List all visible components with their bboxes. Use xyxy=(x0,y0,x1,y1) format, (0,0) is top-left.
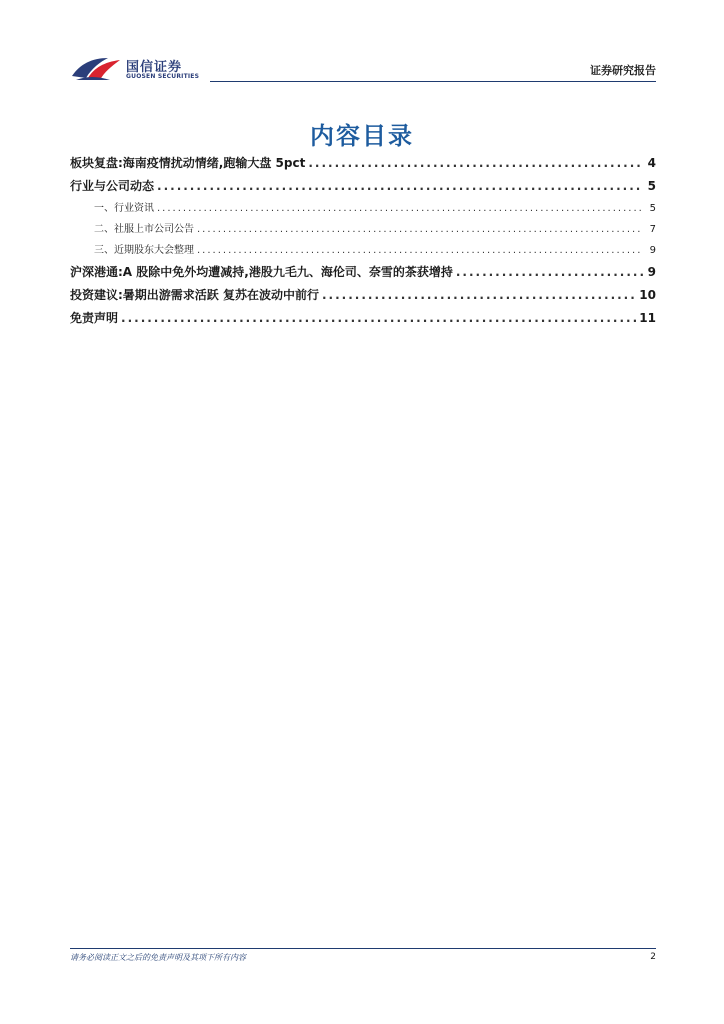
toc-entry-text: 行业与公司动态 xyxy=(70,179,155,193)
toc-leader-dots xyxy=(322,284,636,307)
toc-entry-page: 9 xyxy=(647,265,656,279)
footer-divider xyxy=(70,948,656,949)
toc-entry-text: 二、社服上市公司公告 xyxy=(94,224,194,235)
toc-leader-dots xyxy=(308,152,643,175)
toc-entry-text: 投资建议:暑期出游需求活跃 复苏在波动中前行 xyxy=(70,288,319,302)
toc-entry-text: 三、近期股东大会整理 xyxy=(94,245,194,256)
toc-title: 内容目录 xyxy=(310,122,414,150)
toc-entry-page: 5 xyxy=(649,203,656,214)
toc-entry-text: 免责声明 xyxy=(70,311,119,325)
toc-entry[interactable] xyxy=(70,307,656,330)
table-of-contents xyxy=(70,152,656,330)
toc-leader-dots xyxy=(456,261,643,284)
toc-leader-dots xyxy=(121,307,636,330)
report-type-label: 证券研究报告 xyxy=(590,64,656,77)
toc-entry-text: 一、行业资讯 xyxy=(94,203,154,214)
toc-subentry[interactable] xyxy=(70,240,656,261)
toc-entry-text: 板块复盘:海南疫情扰动情绪,跑输大盘 5pct xyxy=(70,156,306,170)
toc-entry-page: 7 xyxy=(649,224,656,235)
guosen-logo-icon xyxy=(70,54,122,82)
guosen-logo xyxy=(70,52,200,84)
toc-entry-text: 沪深港通:A 股除中免外均遭减持,港股九毛九、海伦司、奈雪的茶获增持 xyxy=(70,265,453,279)
toc-subentry[interactable] xyxy=(70,219,656,240)
toc-leader-dots xyxy=(157,198,643,219)
toc-entry[interactable] xyxy=(70,284,656,307)
toc-leader-dots xyxy=(197,219,643,240)
toc-leader-dots xyxy=(157,175,643,198)
toc-subentry[interactable] xyxy=(70,198,656,219)
page-header xyxy=(70,48,656,84)
toc-entry-page: 4 xyxy=(647,156,656,170)
toc-entry[interactable] xyxy=(70,175,656,198)
toc-entry-page: 11 xyxy=(639,311,656,325)
toc-entry-page: 10 xyxy=(639,288,656,302)
footer-page-number: 2 xyxy=(650,952,656,962)
footer-disclaimer-note: 请务必阅读正文之后的免责声明及其项下所有内容 xyxy=(70,953,246,962)
header-divider xyxy=(210,81,656,82)
logo-chinese-name: 国信证券 xyxy=(126,60,183,75)
toc-entry-page: 5 xyxy=(647,179,656,193)
toc-entry[interactable] xyxy=(70,261,656,284)
logo-english-name: GUOSEN SECURITIES xyxy=(126,73,200,80)
toc-entry[interactable] xyxy=(70,152,656,175)
toc-leader-dots xyxy=(197,240,643,261)
toc-entry-page: 9 xyxy=(649,245,656,256)
